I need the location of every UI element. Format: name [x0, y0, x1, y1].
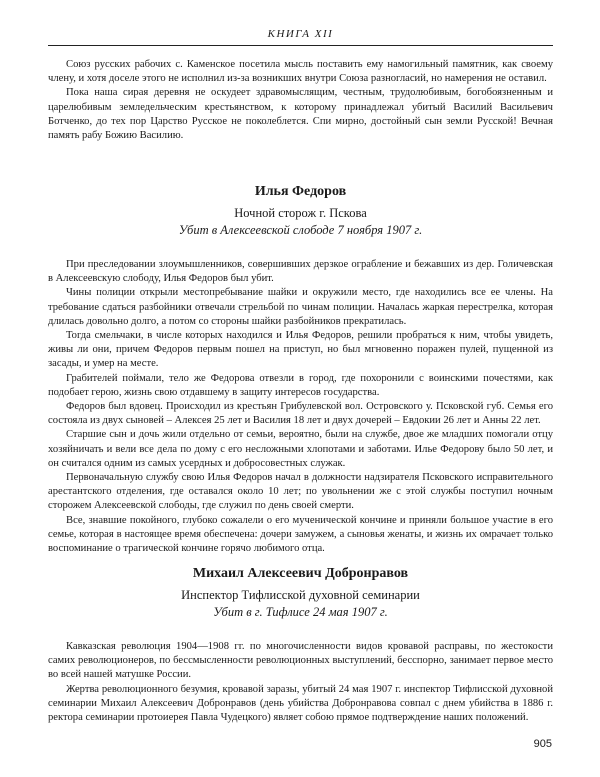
section-title: Илья Федоров — [254, 184, 347, 199]
section-mikhail-dobronravov — [48, 566, 553, 725]
paragraph: Все, знавшие покойного, глубоко сожалели о его мученической кончине и приняли большое участие в его семье, которая в настоящее время обеспечена: дочери замужем, а сыновья женаты, и жизнь их омрачает только воспоминание о трагической кончине горячо любимого отца. — [48, 514, 553, 555]
header-rule — [48, 45, 553, 46]
paragraph: Чины полиции открыли местопребывание шайки и окружили место, где находились все ее члены. На требование сдаться разбойники отвечали стрельбой по чинам полиции. Началась жаркая перестрелка, которая длилась довольно долго, а потом со стороны шайки разбойников прекратилась. — [48, 287, 553, 327]
intro-text — [48, 58, 553, 143]
section-death-note: Убит в Алексеевской слободе 7 ноября 1907 г. — [178, 223, 423, 237]
paragraph: Грабителей поймали, тело же Федорова отвезли в город, где похоронили с воинскими почестями, как подобает герою, жизнь свою отдавшему в защиту интересов государства. — [48, 372, 553, 398]
paragraph: Жертва революционного безумия, кровавой заразы, убитый 24 мая 1907 г. инспектор Тифлисской духовной семинарии Михаил Алексеевич Добронравов (день убийства Добронравова совпал с днем убийства в 1886 г. ректора семинарии протоиерея Павла Чудецкого) являет собою прямое подтверждение наших положений. — [48, 683, 553, 724]
section-role: Ночной сторож г. Пскова — [234, 206, 367, 220]
paragraph: Первоначальную службу свою Илья Федоров начал в должности надзирателя Псковского исправительного арестантского отделения, где оставался около 10 лет; по увольнении же с этой службы поступил ночным сторожем Алексеевской слободы, где служил по день своей смерти. — [48, 472, 553, 512]
section-title: Михаил Алексеевич Добронравов — [192, 566, 409, 581]
paragraph: Тогда смельчаки, в числе которых находился и Илья Федоров, решили пробраться к ним, чтобы увидеть, живы ли они, причем Федоров первым пошел на приступ, но был мгновенно поражен пулей, пущенной из засады, и умер на месте. — [48, 330, 553, 370]
section-ilya-fedorov — [48, 184, 553, 556]
paragraph: Старшие сын и дочь жили отдельно от семьи, вероятно, были на службе, двое же младших помогали отцу хозяйничать и вели все дела по дому с его несложными хлопотами и заботами. Илье Федорову было 50 лет, и он считался одним из самых усердных и добросовестных служак. — [48, 429, 553, 469]
paragraph: При преследовании злоумышленников, совершивших дерзкое ограбление и бежавших из дер. Голичевская в Алексеевскую слободу, Илья Федоров был убит. — [48, 259, 553, 285]
running-head: КНИГА XII — [267, 28, 334, 40]
section-role: Инспектор Тифлисской духовной семинарии — [181, 588, 420, 602]
paragraph: Союз русских рабочих с. Каменское посетила мысль поставить ему намогильный памятник, как своему члену, и хотя доселе этого не исполнил из-за возникших внутри Союза разногласий, но намерения не оставил. — [48, 59, 553, 85]
paragraph: Пока наша сирая деревня не оскудеет здравомыслящим, честным, трудолюбивым, богобоязненным и царелюбивым земледельческим крестьянством, к которому принадлежал убитый Василий Васильевич Ботченко, до тех пор Царство Русское не поколеблется. Спи мирно, достойный сын земли Русской! Вечная память рабу Божию Василию. — [48, 87, 553, 142]
section-death-note: Убит в г. Тифлисе 24 мая 1907 г. — [213, 605, 388, 619]
paragraph: Кавказская революция 1904—1908 гг. по многочисленности видов кровавой расправы, по жестокости самих революционеров, по бессмысленности революционных выступлений, бесспорно, занимает первое место во всей нашей матушке России. — [48, 641, 553, 681]
page-number: 905 — [533, 738, 552, 750]
paragraph: Федоров был вдовец. Происходил из крестьян Грибулевской вол. Островского у. Псковской губ. Семья его состояла из двух сыновей – Алексея 25 лет и Василия 18 лет и двух дочерей – Евдокии 26 лет и Анны 22 лет. — [48, 401, 553, 427]
